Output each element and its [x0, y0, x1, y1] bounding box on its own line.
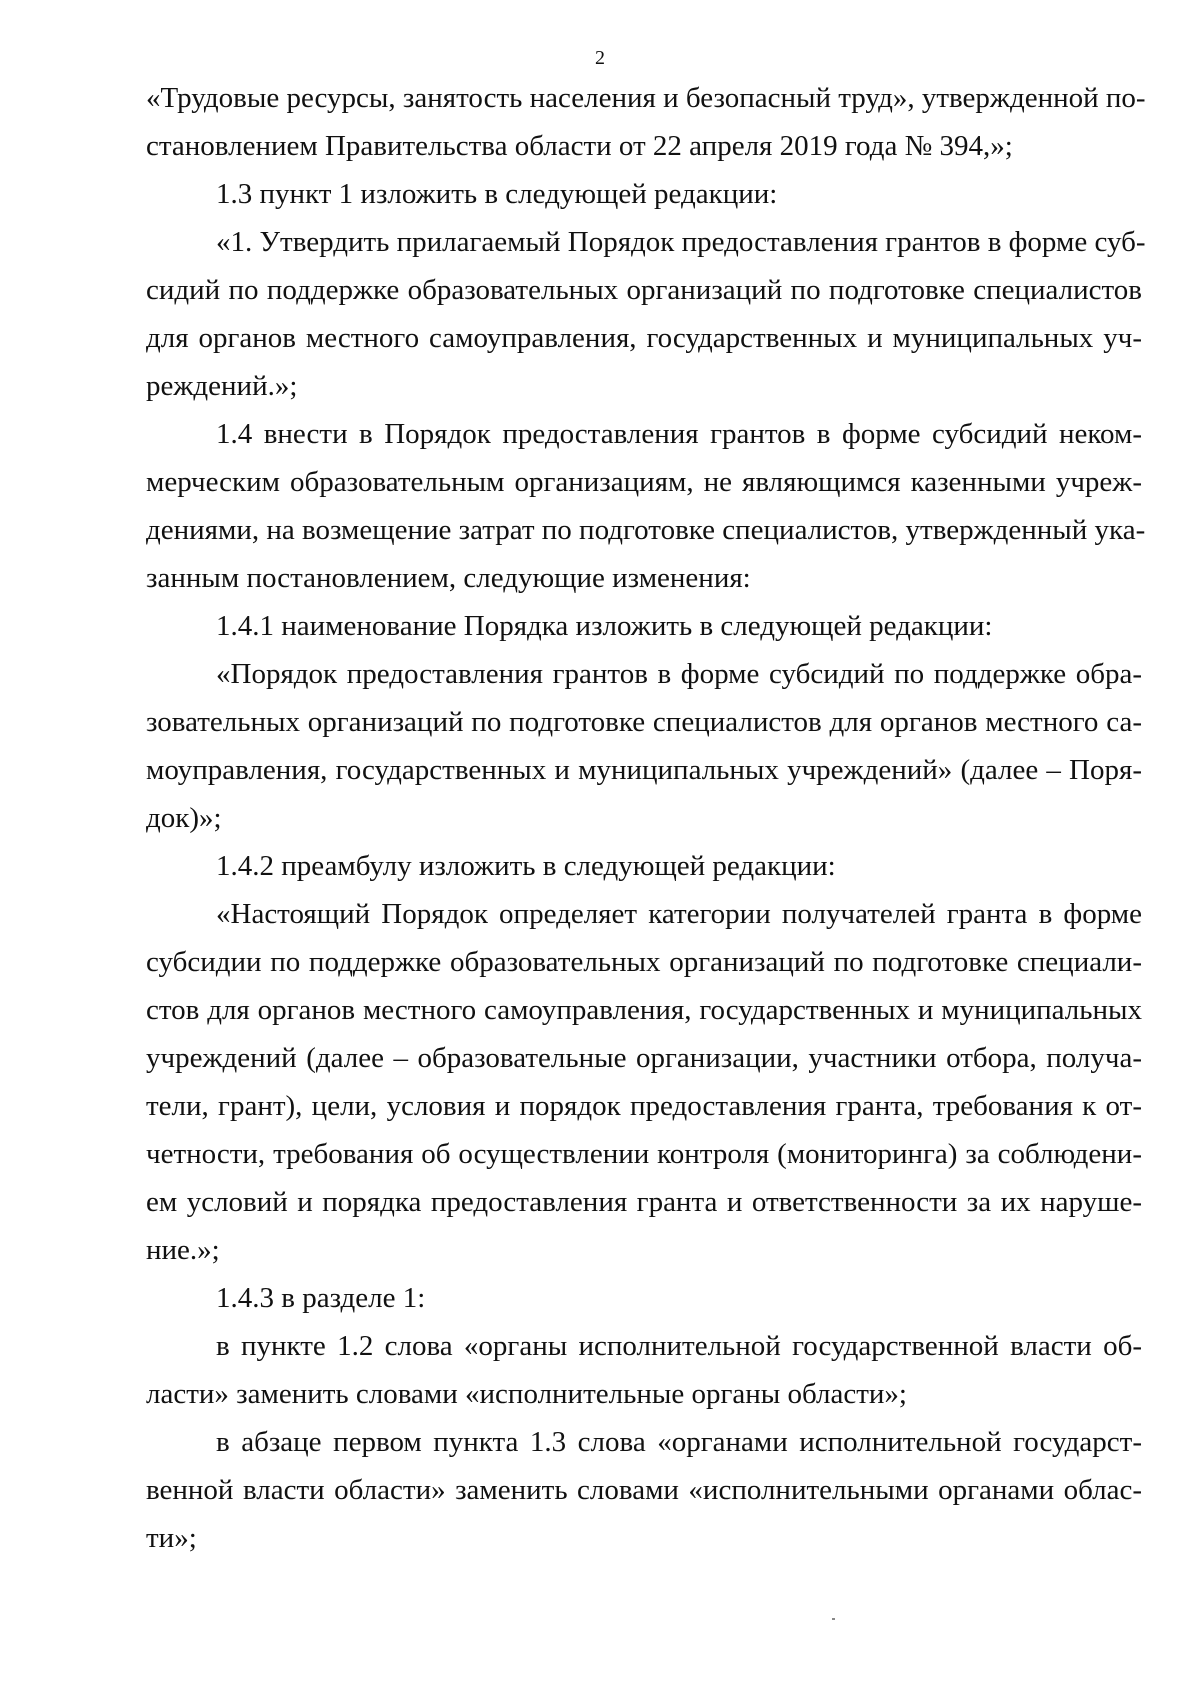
document-body — [146, 74, 1146, 1562]
text-line: док)»; — [146, 802, 222, 834]
text-line: учреждений (далее – образовательные организации, участники отбора, получа- — [146, 1042, 1142, 1074]
text-line: для органов местного самоуправления, государственных и муниципальных уч- — [146, 322, 1142, 354]
text-line: «1. Утвердить прилагаемый Порядок предоставления грантов в форме суб- — [216, 226, 1146, 258]
text-line: 1.3 пункт 1 изложить в следующей редакции: — [216, 178, 778, 210]
text-line: ние.»; — [146, 1234, 220, 1266]
text-line: стов для органов местного самоуправления, государственных и муниципальных — [146, 994, 1142, 1026]
page-number: 2 — [595, 47, 605, 69]
text-line: в абзаце первом пункта 1.3 слова «органами исполнительной государст- — [216, 1426, 1142, 1458]
text-line: зовательных организаций по подготовке специалистов для органов местного са- — [146, 706, 1142, 738]
text-line: 1.4.3 в разделе 1: — [216, 1282, 426, 1314]
text-line: становлением Правительства области от 22 апреля 2019 года № 394,»; — [146, 130, 1013, 162]
text-line: 1.4.2 преамбулу изложить в следующей редакции: — [216, 850, 836, 882]
text-line: «Настоящий Порядок определяет категории получателей гранта в форме — [216, 898, 1142, 930]
text-line: «Трудовые ресурсы, занятость населения и безопасный труд», утвержденной по- — [146, 82, 1146, 114]
text-line: занным постановлением, следующие изменения: — [146, 562, 751, 594]
text-line: тели, грант), цели, условия и порядок предоставления гранта, требования к от- — [146, 1090, 1142, 1122]
text-line: 1.4.1 наименование Порядка изложить в следующей редакции: — [216, 610, 993, 642]
text-line: ти»; — [146, 1522, 197, 1554]
scan-speck — [832, 1618, 835, 1620]
text-line: дениями, на возмещение затрат по подготовке специалистов, утвержденный ука- — [146, 514, 1146, 546]
text-line: в пункте 1.2 слова «органы исполнительной государственной власти об- — [216, 1330, 1142, 1362]
text-line: ем условий и порядка предоставления гранта и ответственности за их наруше- — [146, 1186, 1142, 1218]
text-line: венной власти области» заменить словами «исполнительными органами облас- — [146, 1474, 1142, 1506]
text-line: моуправления, государственных и муниципальных учреждений» (далее – Поря- — [146, 754, 1142, 786]
text-line: ласти» заменить словами «исполнительные органы области»; — [146, 1378, 907, 1410]
text-line: реждений.»; — [146, 370, 298, 402]
text-line: сидий по поддержке образовательных организаций по подготовке специалистов — [146, 274, 1142, 306]
text-line: «Порядок предоставления грантов в форме субсидий по поддержке обра- — [216, 658, 1142, 690]
text-line: 1.4 внести в Порядок предоставления грантов в форме субсидий неком- — [216, 418, 1142, 450]
text-line: мерческим образовательным организациям, не являющимся казенными учреж- — [146, 466, 1142, 498]
text-line: субсидии по поддержке образовательных организаций по подготовке специали- — [146, 946, 1142, 978]
text-line: четности, требования об осуществлении контроля (мониторинга) за соблюдени- — [146, 1138, 1142, 1170]
